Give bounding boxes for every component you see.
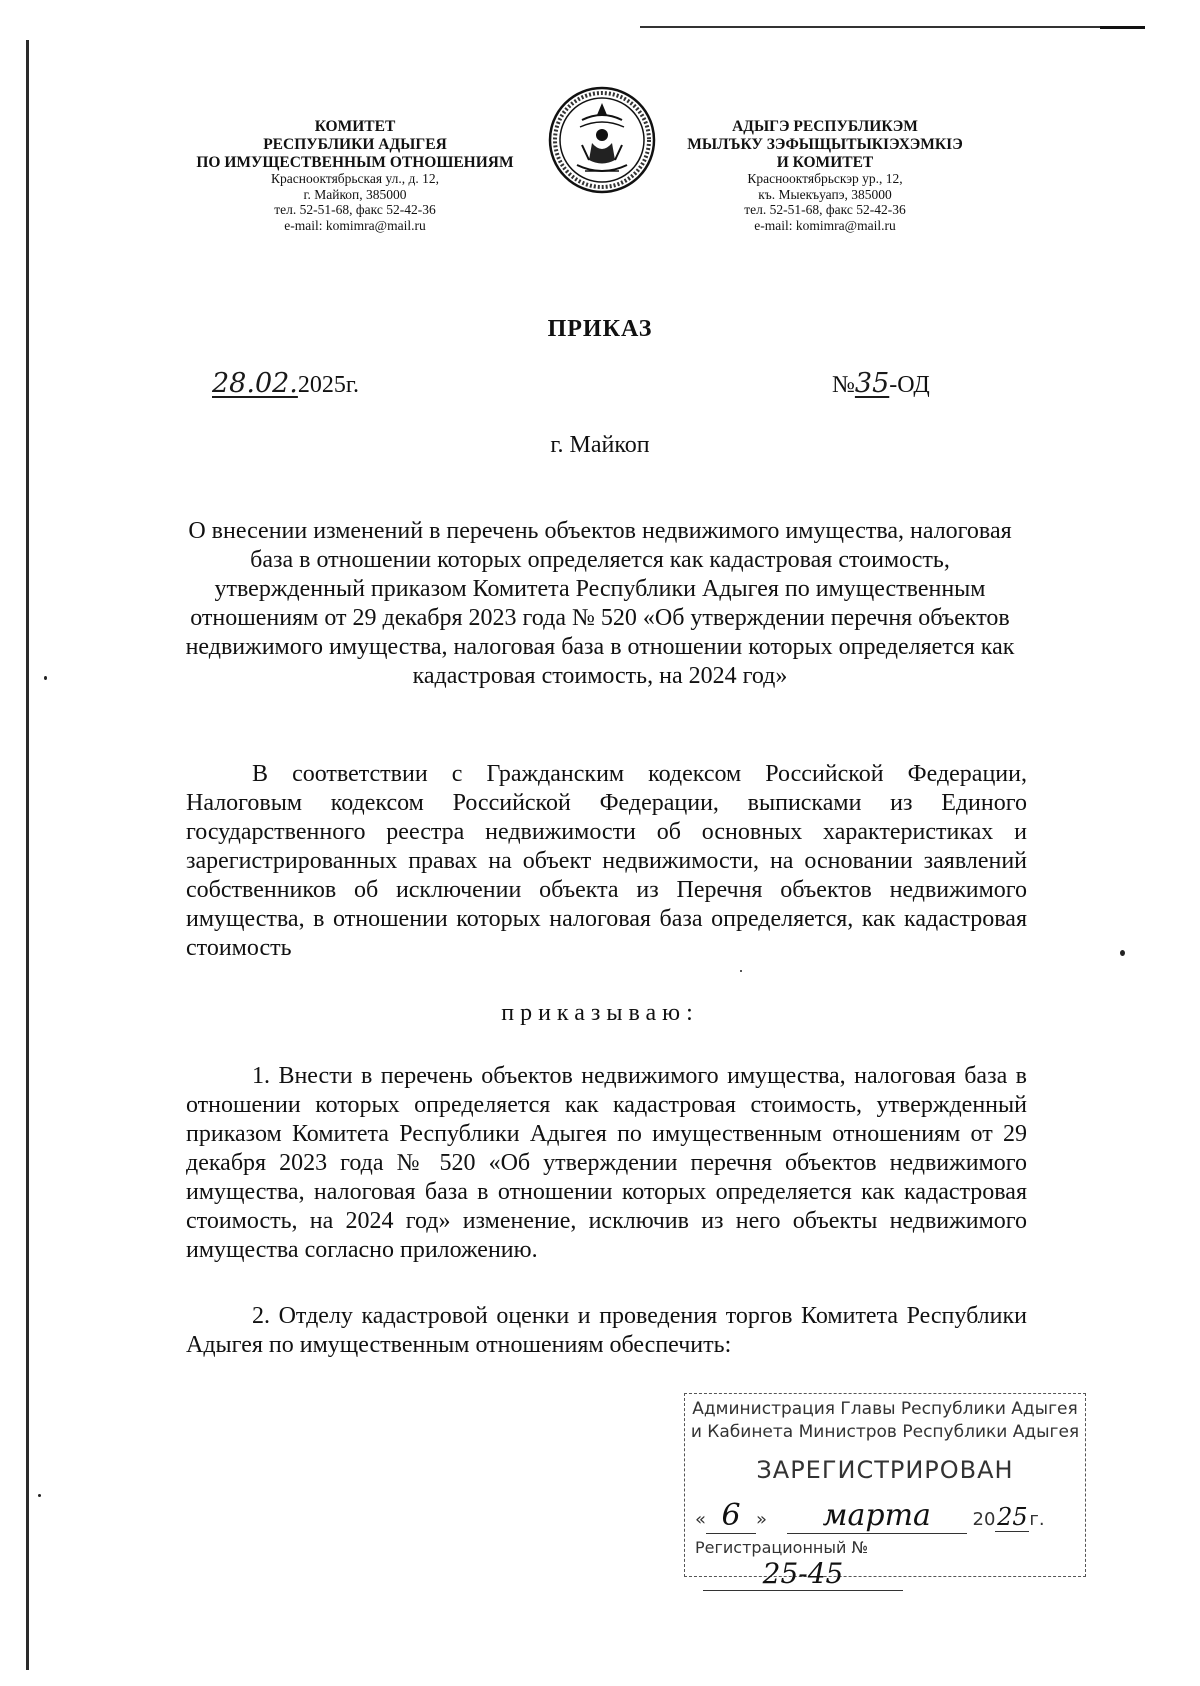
scan-speck	[44, 676, 47, 680]
stamp-reg-label: Регистрационный №	[695, 1538, 869, 1557]
scan-speck	[740, 970, 742, 972]
order-subject: О внесении изменений в перечень объектов недвижимого имущества, налоговая база в отношении которых определяется как кадастровая стоимость, утвержденный приказом Комитета Республики Адыгея по имущественным отношениям от 29 декабря 2023 года № 520 «Об утверждении перечня объектов недвижимого имущества, налоговая база в отношении которых определяется как кадастровая стоимость, на 2024 год»	[185, 518, 1015, 689]
header-right-phone: тел. 52-51-68, факс 52-42-36	[744, 202, 906, 218]
scan-border-left	[26, 40, 29, 1670]
document-date	[212, 368, 359, 399]
stamp-date-row	[695, 1498, 1075, 1534]
registration-stamp	[684, 1393, 1086, 1590]
order-item-2: 2. Отделу кадастровой оценки и проведения торгов Комитета Республики Адыгея по имущественным отношениям обеспечить:	[186, 1303, 1027, 1358]
header-left-address2: г. Майкоп, 385000	[303, 186, 407, 202]
header-left-block	[180, 118, 530, 234]
stamp-year-suffix: 25	[997, 1503, 1028, 1531]
scan-speck	[38, 1494, 41, 1497]
stamp-year-unit: г.	[1029, 1509, 1045, 1530]
scan-speck	[1120, 950, 1125, 956]
stamp-reg-row	[695, 1538, 1075, 1591]
header-right-email: e-mail: komimra@mail.ru	[754, 217, 896, 233]
header-right-line2: МЫЛЪКУ ЗЭФЫЩЫТЫКІЭХЭМКІЭ	[687, 135, 963, 153]
scan-border-top	[640, 26, 1140, 28]
header-left-line2: РЕСПУБЛИКИ АДЫГЕЯ	[263, 135, 447, 153]
number-prefix: №	[832, 372, 855, 398]
header-right-line3: И КОМИТЕТ	[776, 153, 874, 171]
stamp-registered: ЗАРЕГИСТРИРОВАН	[756, 1456, 1014, 1484]
number-suffix: -ОД	[889, 372, 930, 398]
header-left-address1: Краснооктябрьская ул., д. 12,	[271, 171, 439, 187]
header-left-line1: КОМИТЕТ	[314, 118, 396, 135]
stamp-day: 6	[721, 1498, 741, 1533]
stamp-reg-number: 25-45	[762, 1557, 844, 1590]
stamp-line1: Администрация Главы Республики Адыгея	[692, 1399, 1078, 1419]
stamp-quote-close: »	[756, 1509, 768, 1530]
header-left-email: e-mail: komimra@mail.ru	[284, 217, 426, 233]
header-right-address2: къ. Мыекъуапэ, 385000	[758, 186, 892, 202]
preamble-paragraph: В соответствии с Гражданским кодексом Российской Федерации, Налоговым кодексом Российской Федерации, выписками из Единого государственного реестра недвижимости об основных характеристиках и зарегистрированных правах на объект недвижимости, на основании заявлений собственников об исключении объекта из Перечня объектов недвижимого имущества, в отношении которых налоговая база определяется, как кадастровая стоимость	[186, 761, 1027, 961]
header-right-line1: АДЫГЭ РЕСПУБЛИКЭМ	[732, 118, 918, 135]
handwritten-date: 28.02.	[212, 368, 298, 399]
stamp-month: марта	[822, 1498, 931, 1533]
document-number	[832, 368, 930, 399]
city-line: г. Майкоп	[550, 432, 650, 458]
coat-of-arms-emblem	[547, 85, 657, 195]
document-title: ПРИКАЗ	[547, 316, 653, 342]
header-right-address1: Краснооктябрьскэр ур., 12,	[747, 171, 903, 187]
date-year: 2025г.	[297, 372, 360, 398]
stamp-quote-open: «	[695, 1509, 707, 1530]
order-item-1: 1. Внести в перечень объектов недвижимого имущества, налоговая база в отношении которых определяется как кадастровая стоимость, утвержденный приказом Комитета Республики Адыгея по имущественным отношениям от 29 декабря 2023 года № 520 «Об утверждении перечня объектов недвижимого имущества, налоговая база в отношении которых определяется как кадастровая стоимость, на 2024 год» изменение, исключив из него объекты недвижимого имущества согласно приложению.	[186, 1063, 1027, 1263]
order-word: приказываю:	[501, 1000, 699, 1026]
scan-border-top-mark	[1100, 26, 1145, 29]
stamp-year-prefix: 20	[972, 1509, 996, 1530]
header-left-line3: ПО ИМУЩЕСТВЕННЫМ ОТНОШЕНИЯМ	[196, 153, 514, 171]
header-right-block	[675, 118, 975, 234]
header-left-phone: тел. 52-51-68, факс 52-42-36	[274, 202, 436, 218]
stamp-line2: и Кабинета Министров Республики Адыгея	[690, 1422, 1080, 1442]
handwritten-number: 35	[854, 368, 890, 399]
